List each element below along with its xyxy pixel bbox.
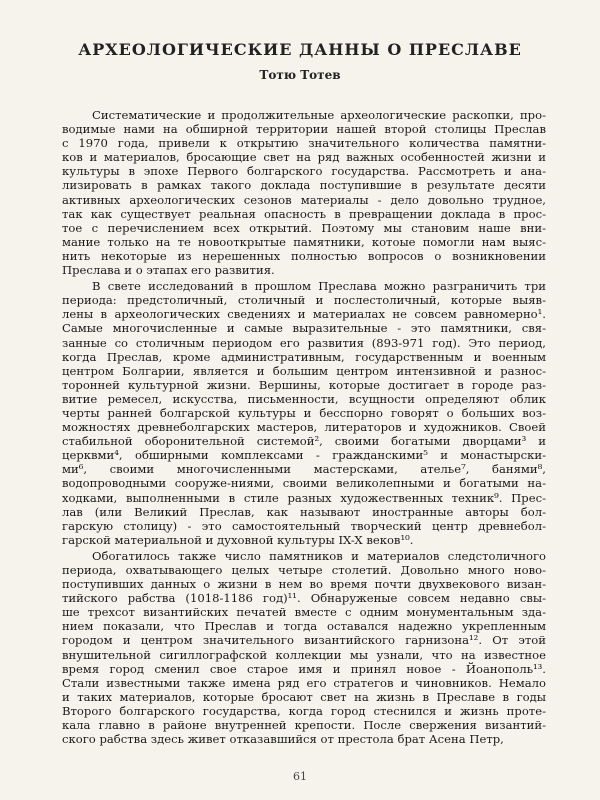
author-name: Тотю Тотев xyxy=(259,68,341,82)
text-line: Преслава и о этапах его развития. xyxy=(62,263,275,278)
text-line: Самые многочисленные и самые выразительные - это памятники, свя- xyxy=(62,321,546,336)
text-line: тое с перечислением всех открытий. Поэтому мы становим наше вни- xyxy=(62,220,546,235)
text-line: городом и центром значительного византийского гарнизона¹². От этой xyxy=(62,633,546,648)
text-line: культуры в эпохе Первого болгарского государства. Рассмотреть и ана- xyxy=(62,164,546,179)
article-title: АРХЕОЛОГИЧЕСКИЕ ДАННЫ О ПРЕСЛАВЕ xyxy=(78,40,522,59)
text-line: поступивших данных о жизни в нем во время почти двухвекового визан- xyxy=(62,577,546,592)
page-number: 61 xyxy=(293,770,307,783)
text-line: ми⁶, своими многочисленными мастерсками, ателье⁷, банями⁸, xyxy=(62,462,546,477)
text-line: витие ремесел, искусства, письменности, всущности определяют облик xyxy=(62,391,546,406)
text-line: периода, охватывающего целых четыре столетий. Довольно много ново- xyxy=(62,563,546,577)
text-line: так как существует реальная опасность в превращении доклада в прос- xyxy=(62,206,546,221)
text-line: время город сменил свое старое имя и принял новое - Йоанополь¹³. xyxy=(62,661,546,676)
text-line: тийского рабства (1018-1186 год)¹¹. Обнаруженые совсем недавно свы- xyxy=(62,591,546,606)
text-line: лав (или Великий Преслав, как называют иностранные авторы бол- xyxy=(62,504,546,519)
text-line: водопроводными сооруже-ниями, своими великолепными и богатыми на- xyxy=(62,476,546,491)
text-line: можностях древнеболгарских мастеров, литераторов и художников. Своей xyxy=(62,420,546,435)
text-line: кала главно в районе внутренней крепости. После свержения византий- xyxy=(62,718,546,733)
text-line: гарской материальной и духовной культуры IX-X веков¹⁰. xyxy=(62,532,414,547)
text-line: торонней культурной жизни. Вершины, которые достигает в городе раз- xyxy=(62,377,546,392)
text-line: центром Болгарии, является и большим центром интензивной и разнос- xyxy=(62,363,546,378)
text-line: водимые нами на обширной территории нашей второй столицы Преслав xyxy=(62,122,546,137)
text-line: Второго болгарского государства, когда город стеснился и жизнь проте- xyxy=(62,703,546,718)
text-line: ше трехсот византийских печатей вместе с одним монументальным зда- xyxy=(62,605,546,620)
paragraph xyxy=(62,108,546,277)
text-line: черты ранней болгарской культуры и бесспорно говорят о больших воз- xyxy=(62,405,546,420)
text-line: лены в археологических сведениях и материалах не совсем равномерно¹. xyxy=(62,307,546,322)
text-line: Стали известными также имена ряд его стратегов и чиновников. Немало xyxy=(62,675,546,690)
text-line: ходками, выполненными в стиле разных художественных техник⁹. Прес- xyxy=(62,490,546,505)
text-line: Обогатилось также число памятников и материалов следстоличного xyxy=(92,548,546,563)
text-line: мание только на те новооткрытые памятники, котоые помогли нам выяс- xyxy=(62,234,546,249)
text-line: внушительной сигиллографской коллекции мы узнали, что на известное xyxy=(62,647,546,662)
text-line: церквми⁴, обширными комплексами - гражданскими⁵ и монастырски- xyxy=(62,448,546,463)
text-line: стабильной оборонительной системой², своими богатыми дворцами³ и xyxy=(62,434,546,449)
text-line: Систематические и продолжительные археологические раскопки, про- xyxy=(92,108,546,122)
text-line: активных археологических сезонов материалы - дело довольно трудное, xyxy=(62,192,546,207)
text-line: с 1970 года, привели к открытию значительного количества памятни- xyxy=(62,136,546,151)
text-line: В свете исследований в прошлом Преслава можно разграничить три xyxy=(92,279,546,294)
text-line: занные со столичным периодом его развития (893-971 год). Это период, xyxy=(62,335,546,350)
text-line: ков и материалов, бросающие свет на ряд важных особенностей жизни и xyxy=(62,150,546,165)
article-body xyxy=(62,108,546,748)
paragraph xyxy=(62,279,546,547)
text-line: и таких материалов, которые бросают свет на жизнь в Преславе в годы xyxy=(62,689,546,704)
text-line: нием показали, что Преслав и тогда оставался надежно укрепленным xyxy=(62,619,546,634)
text-line: лизировать в рамках такого доклада поступившие в результате десяти xyxy=(62,178,546,193)
text-line: гарскую столицу) - это самостоятельный творческий центр древнебол- xyxy=(62,518,546,533)
text-line: периода: предстоличный, столичный и послестоличный, которые выяв- xyxy=(62,293,546,308)
paragraph xyxy=(62,549,546,746)
text-line: нить некоторые из нерешенных полностью вопросов о возникновении xyxy=(62,248,546,263)
text-line: ского рабства здесь живет отказавшийся от престола брат Асена Петр, xyxy=(62,732,504,747)
text-line: когда Преслав, кроме административным, государственным и военным xyxy=(62,349,546,364)
